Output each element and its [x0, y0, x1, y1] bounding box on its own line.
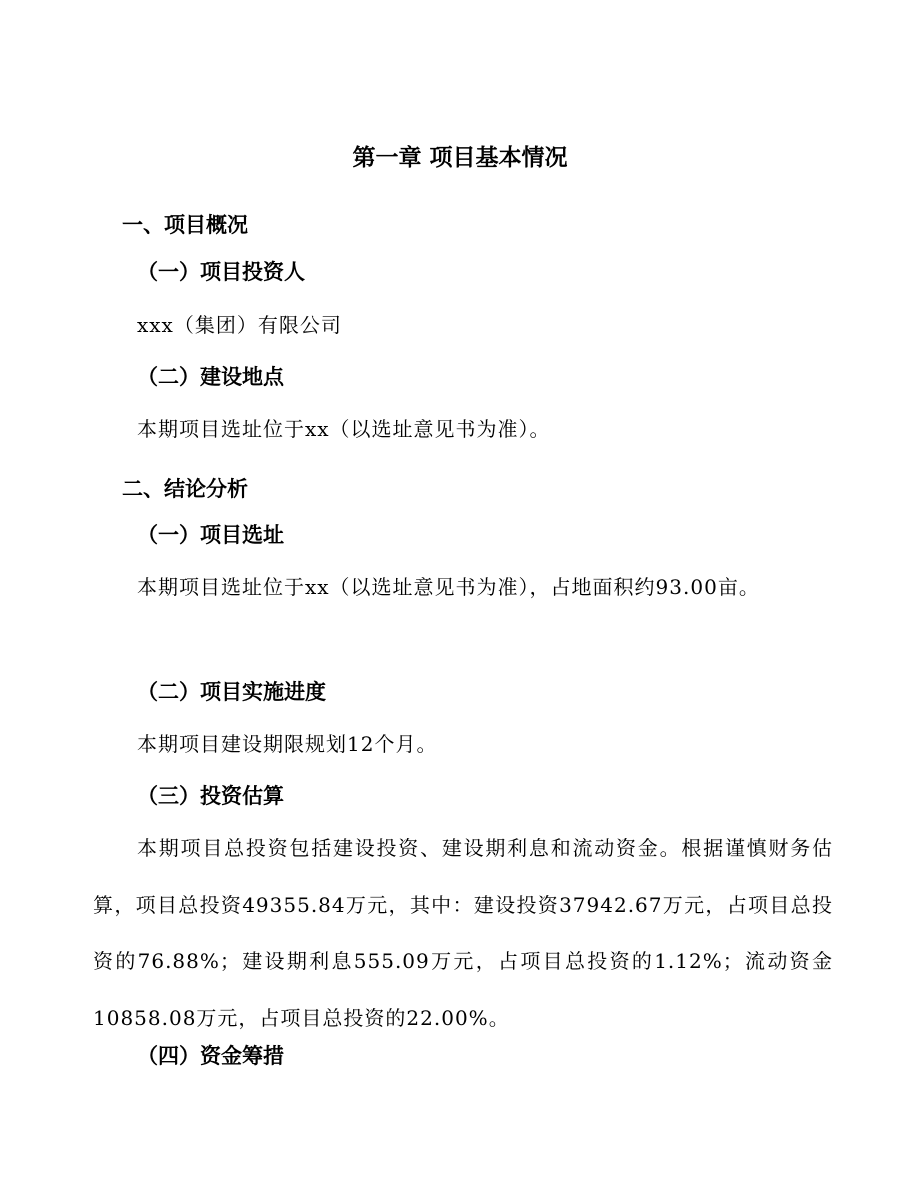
chapter-title: 第一章 项目基本情况: [352, 145, 568, 171]
subsection-heading-site-selection: （一）项目选址: [137, 523, 284, 547]
section-heading-conclusion: 二、结论分析: [122, 477, 248, 501]
subsection-heading-location: （二）建设地点: [137, 365, 284, 389]
subsection-heading-investment-estimate: （三）投资估算: [137, 784, 284, 808]
paragraph-investment-estimate: 本期项目总投资包括建设投资、建设期利息和流动资金。根据谨慎财务估算，项目总投资49355.84万元，其中：建设投资37942.67万元，占项目总投资的76.88%；建设期利息555.09万元，占项目总投资的1.12%；流动资金10858.08万元，占项目总投资的22.00%。: [93, 836, 833, 1030]
paragraph-site-selection: 本期项目选址位于xx（以选址意见书为准），占地面积约93.00亩。: [137, 575, 760, 599]
paragraph-investor: xxx（集团）有限公司: [137, 313, 342, 337]
paragraph-location: 本期项目选址位于xx（以选址意见书为准）。: [137, 417, 551, 441]
subsection-heading-schedule: （二）项目实施进度: [137, 680, 326, 704]
section-heading-project-overview: 一、项目概况: [122, 213, 248, 237]
subsection-heading-fund-raising: （四）资金筹措: [137, 1044, 284, 1068]
subsection-heading-investor: （一）项目投资人: [137, 260, 305, 284]
paragraph-schedule: 本期项目建设期限规划12个月。: [137, 732, 438, 756]
